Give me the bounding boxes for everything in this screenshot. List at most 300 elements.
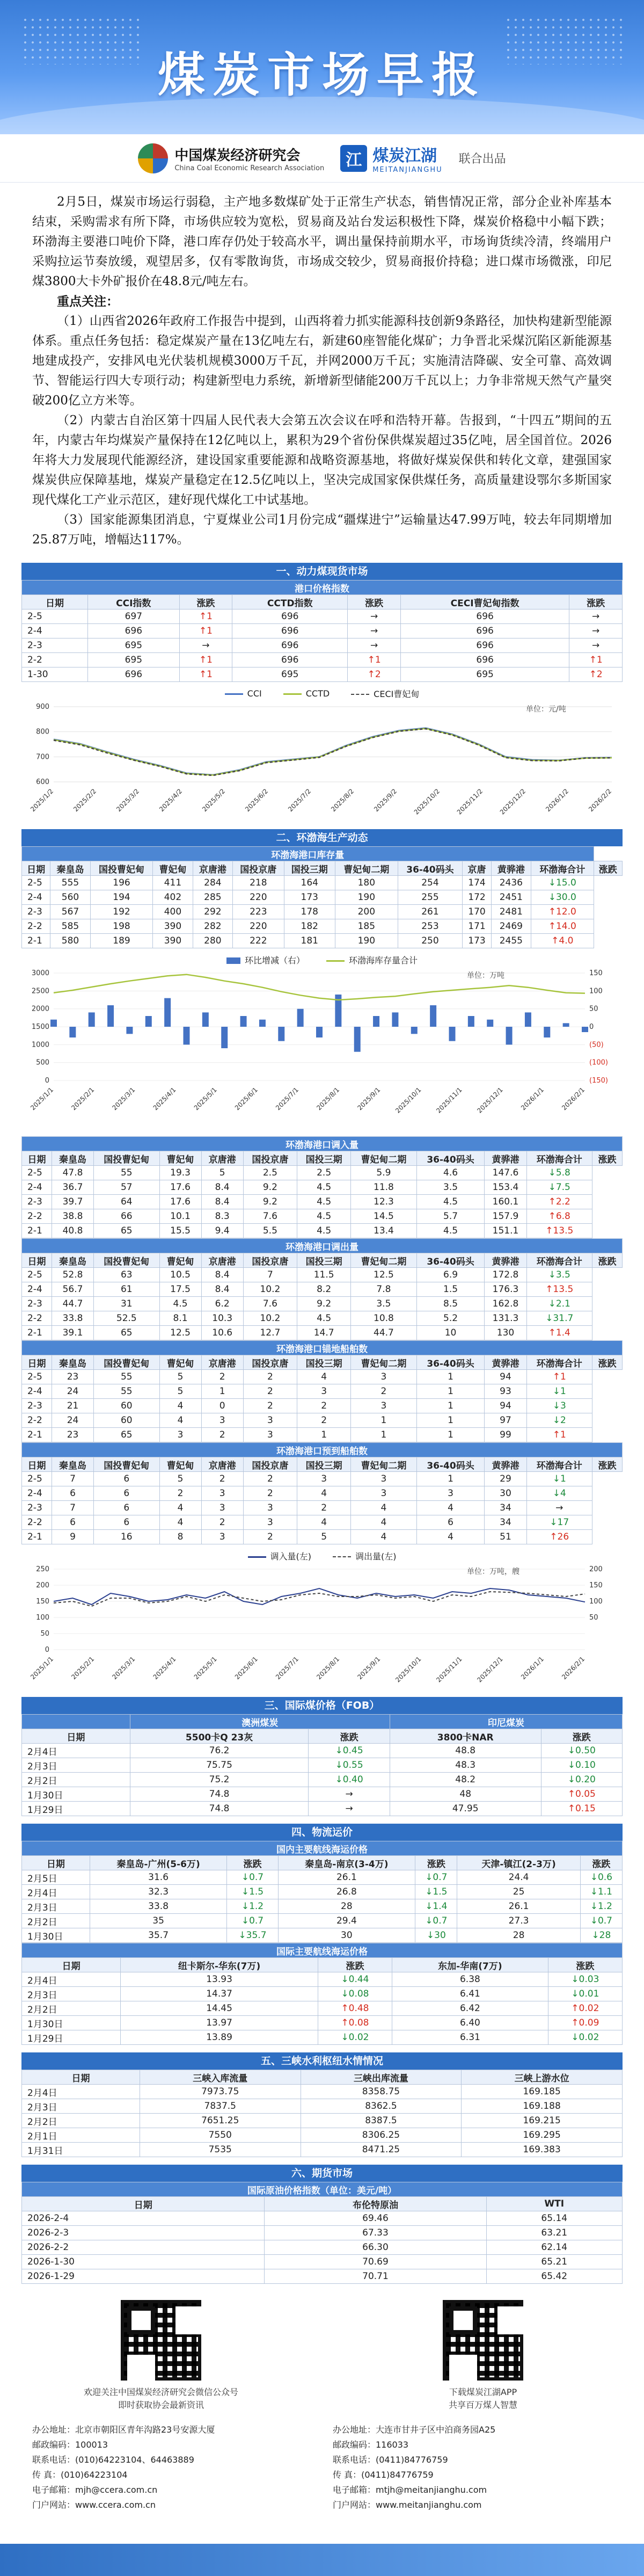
column-header: 黄骅港 [485, 1457, 526, 1472]
column-header: 国投三期 [297, 1457, 351, 1472]
change-bar [50, 1020, 57, 1027]
table-cell: 218 [233, 876, 284, 890]
contact-fax: 传 真：(0411)84776759 [333, 2470, 434, 2480]
y-left-tick-label: 50 [40, 1630, 49, 1638]
column-header: 涨跌 [548, 1958, 622, 1972]
table-cell: 2 [243, 1472, 297, 1486]
table-cell: 6 [94, 1472, 159, 1486]
section-futures-head: 六、期货市场 [21, 2165, 623, 2182]
change-bar [544, 1027, 550, 1037]
table-cell: → [348, 609, 401, 624]
column-header: 三峡出库流量 [301, 2070, 462, 2085]
table-cell: 13.4 [351, 1224, 416, 1238]
x-tick-label: 2025/12/2 [498, 787, 528, 816]
focus-item-1: （1）山西省2026年政府工作报告中提到，山西将着力抓实能源科技创新9条路径，加快构建新型能源体系。重点任务包括：稳定煤炭产量在13亿吨左右，新建60座智能化煤矿；力争晋北采煤沉陷区新能源基地建成投产，安排风电光伏装机规模3000万千瓦，并网2000万千瓦；实施清洁降碳、安全可靠、高效调节、智能运行四大专项行动；构建新型电力系统，新增新型储能200万千瓦以上；力争非常规天然气产量突破200亿立方米等。 [32, 314, 612, 408]
column-header: WTI [486, 2197, 623, 2211]
table-cell: ↓0.40 [309, 1773, 390, 1787]
y-tick-label: 600 [36, 778, 49, 786]
table-cell: 696 [400, 609, 569, 624]
table-cell: 55 [94, 1384, 159, 1399]
table-cell: 10 [416, 1326, 485, 1340]
table-cell: 4 [297, 1370, 351, 1384]
contact-website[interactable]: 门户网站：www.meitanjianghu.com [333, 2500, 482, 2510]
table-cell: 189 [90, 934, 153, 948]
table-cell: 0 [201, 1399, 243, 1413]
y-left-tick-label: 1000 [31, 1041, 49, 1049]
table-subhead: 环渤海港口调出量 [22, 1239, 623, 1253]
column-header: 涨跌 [348, 595, 401, 609]
table-cell: 3 [201, 1501, 243, 1515]
change-bar [89, 1012, 95, 1027]
table-cell: 285 [193, 890, 232, 905]
table-cell: 6.38 [392, 1972, 548, 1987]
column-header: 国投三期 [297, 1253, 351, 1268]
table-cell: 220 [233, 890, 284, 905]
legend-inflow-label: 调入量(左) [270, 1551, 311, 1562]
table-cell: 2 [297, 1399, 351, 1413]
table-cell: 4.5 [159, 1297, 201, 1311]
table-cell: 222 [233, 934, 284, 948]
row-date: 1-30 [22, 667, 88, 682]
focus-item-3: （3）国家能源集团消息，宁夏煤业公司1月份完成“疆煤进宁”运输量达47.99万吨，较去年同期增加25.87万吨，增幅达117%。 [32, 513, 612, 547]
y-left-tick-label: 3000 [31, 969, 49, 977]
table-row [22, 1384, 623, 1399]
column-header: 秦皇岛 [50, 861, 90, 876]
table-cell: 4.5 [297, 1224, 351, 1238]
table-cell: ↓7.5 [526, 1180, 592, 1195]
app-qr-icon[interactable] [443, 2300, 523, 2381]
table-cell: 48.3 [390, 1758, 541, 1773]
table-cell: 7973.75 [140, 2085, 301, 2099]
table-row [22, 609, 623, 624]
column-header: 涨跌 [318, 1958, 392, 1972]
table-cell: ↓1.5 [415, 1885, 457, 1899]
table-row [22, 653, 623, 667]
table-cell: 28 [457, 1928, 580, 1943]
table-cell: ↓0.7 [580, 1914, 622, 1928]
row-date: 2-2 [22, 919, 50, 934]
table-cell: 192 [90, 905, 153, 919]
legend-change [226, 954, 305, 966]
table-cell: 65.14 [486, 2211, 623, 2226]
y-left-tick-label: 0 [45, 1077, 49, 1085]
section-intl-price-head: 三、国际煤价格（FOB） [21, 1697, 623, 1714]
table-cell: 76.2 [130, 1744, 309, 1758]
change-bar [373, 1016, 379, 1027]
column-header: 涨跌 [592, 1151, 622, 1166]
legend-inventory-label: 环渤海库存量合计 [349, 955, 418, 966]
table-cell: 63.21 [486, 2226, 623, 2240]
table-cell: 99 [485, 1428, 526, 1442]
column-header: 国投三期 [297, 1355, 351, 1370]
column-header: 曹妃甸二期 [351, 1457, 416, 1472]
table-cell: 4.5 [297, 1180, 351, 1195]
y-right-tick-label: 50 [589, 1005, 598, 1013]
table-subhead: 环渤海港口锚地船舶数 [22, 1341, 623, 1355]
column-header: 日期 [22, 1355, 52, 1370]
table-cell: ↑1 [526, 1370, 592, 1384]
table-cell: 39.1 [52, 1326, 93, 1340]
table-cell: 5.5 [243, 1224, 297, 1238]
row-date: 2-4 [22, 1282, 52, 1297]
column-header: CECI曹妃甸指数 [400, 595, 569, 609]
column-header: 京唐港 [193, 861, 232, 876]
table-cell: ↑26 [526, 1530, 592, 1544]
table-row [22, 1166, 623, 1180]
change-bar [449, 1027, 456, 1041]
table-cell: 8362.5 [301, 2099, 462, 2114]
row-date: 2-4 [22, 1180, 52, 1195]
column-header: 布伦特原油 [265, 2197, 486, 2211]
table-cell: 696 [88, 624, 180, 638]
column-header: 天津-镇江(2-3万) [457, 1856, 580, 1870]
table-cell: ↓1.2 [227, 1899, 278, 1914]
contact-info [32, 2422, 612, 2513]
table-cell: → [526, 1501, 592, 1515]
row-date: 1月31日 [22, 2143, 140, 2157]
contact-email[interactable]: 电子邮箱：mjh@ccera.com.cn [32, 2485, 158, 2495]
row-date: 2026-2-2 [22, 2240, 265, 2255]
table-cell: 6 [94, 1486, 159, 1501]
table-row [22, 1297, 623, 1311]
table-cell: ↓1.1 [580, 1885, 622, 1899]
x-tick-label: 2025/9/1 [356, 1086, 382, 1112]
qr-left-caption-2: 即时获取协会最新资讯 [118, 2400, 204, 2410]
blank-head [22, 1715, 130, 1729]
row-date: 2月2日 [22, 2001, 121, 2016]
table-cell: ↓15.0 [531, 876, 594, 890]
bohai-inventory-table [21, 846, 623, 948]
table-cell: 10.1 [159, 1209, 201, 1224]
table-cell: ↓0.7 [415, 1870, 457, 1885]
table-cell: ↑2 [348, 667, 401, 682]
table-row [22, 2255, 623, 2269]
three-gorges-table [21, 2070, 623, 2157]
table-cell: ↑13.5 [526, 1224, 592, 1238]
change-bar [221, 1027, 228, 1048]
table-cell: 26.8 [278, 1885, 415, 1899]
series-line-0 [54, 1588, 585, 1605]
change-bar [240, 1016, 247, 1027]
table-cell: 5 [201, 1166, 243, 1180]
table-row [22, 890, 623, 905]
y-right-tick-label: 200 [589, 1565, 603, 1573]
table-cell: 13.97 [121, 2016, 318, 2030]
table-cell: ↓0.7 [227, 1870, 278, 1885]
row-date: 1月30日 [22, 1787, 130, 1802]
column-header: 涨跌 [594, 861, 622, 876]
table-cell: 4 [351, 1530, 416, 1544]
x-tick-label: 2025/12/1 [475, 1086, 504, 1115]
contact-website[interactable]: 门户网站：www.ccera.com.cn [32, 2500, 156, 2510]
table-cell: 55 [94, 1370, 159, 1384]
table-cell: 8.1 [159, 1311, 201, 1326]
table-row [22, 1744, 623, 1758]
table-cell: 2 [243, 1486, 297, 1501]
legend-cci [225, 688, 262, 699]
table-cell: 2 [243, 1370, 297, 1384]
table-cell: 13.93 [121, 1972, 318, 1987]
table-cell: 170 [463, 905, 491, 919]
table-cell: 14.37 [121, 1987, 318, 2001]
table-cell: 65.42 [486, 2269, 623, 2284]
table-cell: 44.7 [52, 1297, 93, 1311]
section-bohai-head: 二、环渤海生产动态 [21, 829, 623, 846]
wechat-qr-icon[interactable] [121, 2300, 201, 2381]
table-cell: 9.2 [297, 1297, 351, 1311]
table-cell: 17.6 [159, 1195, 201, 1209]
table-subhead: 港口价格指数 [22, 580, 623, 595]
column-header: 国投三期 [284, 861, 335, 876]
table-cell: 8.5 [416, 1297, 485, 1311]
table-cell: ↓0.45 [309, 1744, 390, 1758]
table-cell: 255 [398, 890, 463, 905]
x-tick-label: 2025/3/1 [111, 1086, 137, 1112]
table-cell: 174 [463, 876, 491, 890]
table-cell: 151.1 [485, 1224, 526, 1238]
x-tick-label: 2025/10/2 [412, 787, 442, 816]
table-cell: 2 [159, 1486, 201, 1501]
table-cell: 30 [278, 1928, 415, 1943]
contact-email[interactable]: 电子邮箱：mtjh@meitanjianghu.com [333, 2485, 487, 2495]
row-date: 2-5 [22, 1370, 52, 1384]
row-date: 2-1 [22, 1428, 52, 1442]
table-row [22, 2269, 623, 2284]
qr-right-caption-2: 共享百万煤人智慧 [448, 2400, 517, 2410]
chart-legend [21, 1548, 623, 1564]
table-cell: 8306.25 [301, 2128, 462, 2143]
table-cell: 10.2 [243, 1311, 297, 1326]
row-date: 2月4日 [22, 2085, 140, 2099]
table-cell: 14.45 [121, 2001, 318, 2016]
table-cell: 7.8 [351, 1282, 416, 1297]
table-cell: 3 [159, 1428, 201, 1442]
x-tick-label: 2025/9/1 [356, 1655, 382, 1681]
x-tick-label: 2025/6/1 [233, 1655, 259, 1681]
column-header: 国投京唐 [243, 1355, 297, 1370]
table-cell: ↓28 [580, 1928, 622, 1943]
table-cell: 567 [50, 905, 90, 919]
contact-left [32, 2422, 311, 2513]
table-cell: 1 [416, 1428, 485, 1442]
table-cell: 4.5 [297, 1311, 351, 1326]
table-cell: 2 [201, 1515, 243, 1530]
table-cell: ↓1 [526, 1472, 592, 1486]
table-cell: 696 [232, 609, 348, 624]
table-cell: ↑6.8 [526, 1209, 592, 1224]
column-header: 三峡入库流量 [140, 2070, 301, 2085]
table-subhead: 环渤海港口库存量 [22, 847, 594, 861]
table-cell: 2 [351, 1384, 416, 1399]
table-cell: 6.2 [201, 1297, 243, 1311]
table-cell: 5 [159, 1472, 201, 1486]
table-cell: 65.21 [486, 2255, 623, 2269]
table-cell: 4 [159, 1501, 201, 1515]
table-cell: 2 [243, 1399, 297, 1413]
table-cell: 6 [52, 1486, 93, 1501]
table-cell: 6.42 [392, 2001, 548, 2016]
legend-cci-label: CCI [247, 688, 262, 699]
contact-phone: 联系电话：(010)64223104、64463889 [32, 2455, 194, 2465]
table-cell: 254 [398, 876, 463, 890]
table-cell: 75.2 [130, 1773, 309, 1787]
summary-paragraph: 2月5日，煤炭市场运行弱稳，主产地多数煤矿处于正常生产状态，销售情况正常，部分企业补库基本结束，采购需求有所下降，市场供应较为宽松，贸易商及站台发运积极性下降，煤炭价格稳中小幅下跌；环渤海主要港口吨价下降，港口库存仍处于较高水平，调出量保持前期水平，市场询货续冷清，终端用户采购拉运节奏放缓，观望居多，仅有零散询货，市场成交较少，贸易商报价持稳；进口煤市场微涨，印尼煤3800大卡外矿报价在48.8元/吨左右。 [32, 195, 612, 288]
column-header: 京唐港 [201, 1457, 243, 1472]
table-cell: 1.5 [416, 1282, 485, 1297]
table-cell: 26.1 [457, 1899, 580, 1914]
series-line-2 [54, 729, 612, 775]
table-cell: → [569, 624, 623, 638]
table-cell: 69.46 [265, 2211, 486, 2226]
section-spot-market-head: 一、动力煤现货市场 [21, 563, 623, 580]
table-cell: 194 [90, 890, 153, 905]
table-cell: ↓30 [415, 1928, 457, 1943]
table-cell: 4 [351, 1501, 416, 1515]
column-header: 日期 [22, 1729, 130, 1744]
table-cell: 3 [297, 1472, 351, 1486]
table-row [22, 1987, 623, 2001]
table-cell: 1 [416, 1413, 485, 1428]
table-cell: 56.7 [52, 1282, 93, 1297]
table-cell: 1 [351, 1428, 416, 1442]
table-row [22, 934, 623, 948]
table-cell: 14.7 [297, 1326, 351, 1340]
table-cell: 130 [485, 1326, 526, 1340]
table-cell: ↓0.7 [415, 1914, 457, 1928]
chart-unit: 单位：万吨，艘 [467, 1568, 519, 1576]
table-row [22, 1399, 623, 1413]
table-subhead: 国内主要航线海运价格 [22, 1841, 623, 1856]
table-cell: 63 [94, 1268, 159, 1282]
table-cell: ↓5.8 [526, 1166, 592, 1180]
table-row [22, 1972, 623, 1987]
row-date: 1月30日 [22, 2016, 121, 2030]
table-cell: 38.8 [52, 1209, 93, 1224]
x-tick-label: 2025/5/1 [192, 1086, 218, 1112]
table-cell: ↑4.0 [531, 934, 594, 948]
column-header: 黄骅港 [485, 1151, 526, 1166]
table-cell: 555 [50, 876, 90, 890]
table-row [22, 1326, 623, 1340]
table-cell: 169.383 [462, 2143, 623, 2157]
table-row [22, 638, 623, 653]
table-cell: 160.1 [485, 1195, 526, 1209]
table-row [22, 1870, 623, 1885]
table-cell: 12.5 [351, 1268, 416, 1282]
table-cell: 57 [94, 1180, 159, 1195]
table-cell: 4.5 [416, 1224, 485, 1238]
table-cell: 7.6 [243, 1209, 297, 1224]
row-date: 1月29日 [22, 1802, 130, 1816]
table-cell: 8358.75 [301, 2085, 462, 2099]
table-cell: 1 [351, 1413, 416, 1428]
table-cell: 9.2 [243, 1180, 297, 1195]
table-cell: ↑0.08 [318, 2016, 392, 2030]
column-header: 国投曹妃甸 [90, 861, 153, 876]
legend-inflow [248, 1550, 312, 1562]
table-cell: 8471.25 [301, 2143, 462, 2157]
contact-zip: 邮政编码：100013 [32, 2440, 108, 2450]
column-header: 国投曹妃甸 [94, 1151, 159, 1166]
column-header: 日期 [22, 1958, 121, 1972]
change-bar [525, 1012, 531, 1027]
table-cell: ↓3 [526, 1399, 592, 1413]
table-cell: 169.185 [462, 2085, 623, 2099]
table-cell: 12.3 [351, 1195, 416, 1209]
change-bar [259, 1020, 266, 1027]
y-right-tick-label: 0 [589, 1023, 594, 1031]
row-date: 2-3 [22, 1297, 52, 1311]
row-date: 2月3日 [22, 1987, 121, 2001]
column-header: 36-40码头 [416, 1253, 485, 1268]
chart-unit: 单位：元/吨 [526, 705, 566, 714]
table-cell: 3 [351, 1370, 416, 1384]
column-header: 秦皇岛 [52, 1457, 93, 1472]
table-cell: 13.89 [121, 2030, 318, 2045]
table-cell: 7535 [140, 2143, 301, 2157]
table-cell: 4 [297, 1515, 351, 1530]
legend-outflow-label: 调出量(左) [355, 1551, 397, 1562]
table-cell: ↓0.02 [318, 2030, 392, 2045]
table-cell: 164 [284, 876, 335, 890]
table-cell: ↓0.44 [318, 1972, 392, 1987]
table-row [22, 1530, 623, 1544]
table-cell: 696 [232, 624, 348, 638]
table-cell: 173 [463, 934, 491, 948]
table-cell: 33.8 [90, 1899, 227, 1914]
table-cell: 16 [94, 1530, 159, 1544]
row-date: 2-3 [22, 1399, 52, 1413]
row-date: 2-2 [22, 1515, 52, 1530]
x-tick-label: 2025/6/1 [233, 1086, 259, 1112]
column-header: 涨跌 [541, 1729, 622, 1744]
table-cell: ↓2.1 [526, 1297, 592, 1311]
column-header: 国投京唐 [233, 861, 284, 876]
table-cell: 2.5 [297, 1166, 351, 1180]
table-cell: ↑1 [179, 667, 232, 682]
table-cell: 3 [297, 1384, 351, 1399]
table-cell: 21 [52, 1399, 93, 1413]
table-cell: 52.5 [94, 1311, 159, 1326]
table-cell: ↓0.10 [541, 1758, 622, 1773]
table-cell: 1 [416, 1399, 485, 1413]
table-cell: 5 [297, 1530, 351, 1544]
table-row [22, 2001, 623, 2016]
table-cell: 27.3 [457, 1914, 580, 1928]
table-cell: ↑13.5 [526, 1282, 592, 1297]
table-cell: 6.41 [392, 1987, 548, 2001]
table-cell: 31.6 [90, 1870, 227, 1885]
table-cell: 2469 [491, 919, 531, 934]
row-date: 2026-2-4 [22, 2211, 265, 2226]
table-cell: 169.295 [462, 2128, 623, 2143]
bohai-inflow-table [21, 1136, 623, 1238]
column-header: 京唐港 [201, 1355, 243, 1370]
table-row [22, 1370, 623, 1384]
table-cell: 7 [52, 1501, 93, 1515]
column-header: 环渤海合计 [531, 861, 594, 876]
x-tick-label: 2026/2/1 [560, 1655, 587, 1681]
table-cell: 2455 [491, 934, 531, 948]
table-row [22, 1195, 623, 1209]
row-date: 2-5 [22, 876, 50, 890]
y-tick-label: 800 [36, 728, 49, 736]
row-date: 2-4 [22, 890, 50, 905]
table-cell: 19.3 [159, 1166, 201, 1180]
table-cell: ↑14.0 [531, 919, 594, 934]
row-date: 2月3日 [22, 1758, 130, 1773]
inventory-line [54, 975, 585, 1000]
